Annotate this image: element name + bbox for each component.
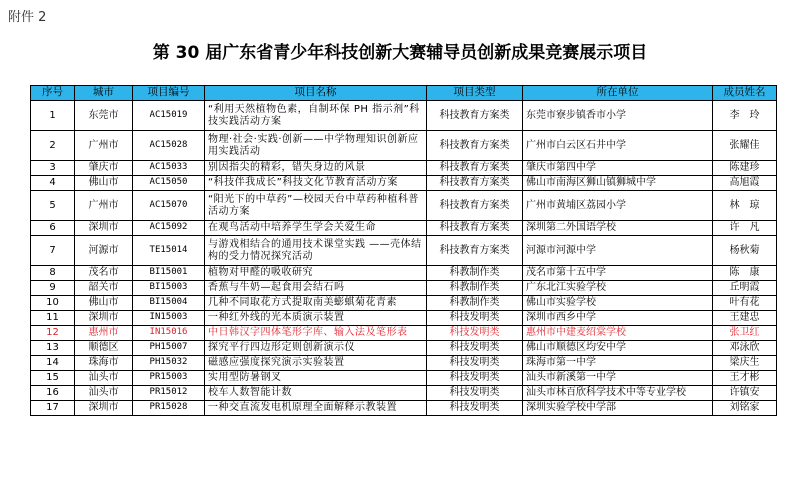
- cell-no: 13: [31, 341, 75, 356]
- cell-type: 科技发明类: [427, 386, 523, 401]
- cell-code: PR15003: [133, 371, 205, 386]
- cell-member: 林 琼: [713, 191, 777, 221]
- cell-type: 科教制作类: [427, 281, 523, 296]
- cell-project-name: 别因指尖的精彩，错失身边的风景: [205, 161, 427, 176]
- table-row: [31, 176, 777, 191]
- cell-project-name: 一种红外线的光本质演示装置: [205, 311, 427, 326]
- cell-city: 深圳市: [75, 401, 133, 416]
- cell-city: 顺德区: [75, 341, 133, 356]
- cell-city: 东莞市: [75, 101, 133, 131]
- cell-type: 科技教育方案类: [427, 236, 523, 266]
- cell-code: BI15001: [133, 266, 205, 281]
- cell-unit: 河源市河源中学: [523, 236, 713, 266]
- cell-city: 深圳市: [75, 221, 133, 236]
- cell-type: 科教制作类: [427, 296, 523, 311]
- cell-type: 科技发明类: [427, 326, 523, 341]
- cell-type: 科技教育方案类: [427, 221, 523, 236]
- cell-project-name: “科技伴我成长”科技文化节教育活动方案: [205, 176, 427, 191]
- cell-unit: 深圳市西乡中学: [523, 311, 713, 326]
- cell-type: 科技发明类: [427, 356, 523, 371]
- attachment-label: 附件 2: [8, 10, 47, 25]
- cell-no: 17: [31, 401, 75, 416]
- cell-unit: 佛山市南海区狮山镇狮城中学: [523, 176, 713, 191]
- table-row: [31, 371, 777, 386]
- cell-unit: 广东北江实验学校: [523, 281, 713, 296]
- cell-city: 佛山市: [75, 296, 133, 311]
- cell-code: AC15050: [133, 176, 205, 191]
- cell-member: 王才彬: [713, 371, 777, 386]
- cell-code: AC15019: [133, 101, 205, 131]
- cell-unit: 东莞市寮步镇香市小学: [523, 101, 713, 131]
- cell-project-name: 一种交直流发电机原理全面解释示教装置: [205, 401, 427, 416]
- cell-city: 茂名市: [75, 266, 133, 281]
- cell-member: 叶有花: [713, 296, 777, 311]
- cell-unit: 珠海市第一中学: [523, 356, 713, 371]
- cell-member: 许 凡: [713, 221, 777, 236]
- cell-city: 韶关市: [75, 281, 133, 296]
- cell-code: PH15007: [133, 341, 205, 356]
- cell-no: 4: [31, 176, 75, 191]
- col-header-code: 项目编号: [133, 86, 205, 101]
- cell-code: TE15014: [133, 236, 205, 266]
- table-row: [31, 341, 777, 356]
- cell-no: 7: [31, 236, 75, 266]
- cell-no: 1: [31, 101, 75, 131]
- table-row: [31, 401, 777, 416]
- cell-unit: 深圳实验学校中学部: [523, 401, 713, 416]
- table-row: [31, 101, 777, 131]
- table-row: [31, 221, 777, 236]
- table-row: [31, 356, 777, 371]
- cell-no: 14: [31, 356, 75, 371]
- cell-city: 汕头市: [75, 371, 133, 386]
- cell-member: 王建忠: [713, 311, 777, 326]
- cell-project-name: 在观鸟活动中培养学生学会关爱生命: [205, 221, 427, 236]
- cell-type: 科技教育方案类: [427, 131, 523, 161]
- cell-city: 广州市: [75, 191, 133, 221]
- col-header-type: 项目类型: [427, 86, 523, 101]
- cell-unit: 肇庆市第四中学: [523, 161, 713, 176]
- cell-code: AC15070: [133, 191, 205, 221]
- table-row: [31, 236, 777, 266]
- cell-member: 高旭霞: [713, 176, 777, 191]
- cell-project-name: 实用型防暑钢叉: [205, 371, 427, 386]
- table-row: [31, 311, 777, 326]
- cell-unit: 广州市黄埔区荔园小学: [523, 191, 713, 221]
- cell-no: 9: [31, 281, 75, 296]
- cell-no: 3: [31, 161, 75, 176]
- cell-unit: 汕头市新溪第一中学: [523, 371, 713, 386]
- cell-city: 汕头市: [75, 386, 133, 401]
- cell-code: AC15028: [133, 131, 205, 161]
- cell-project-name: 物理·社会·实践·创新——中学物理知识创新应用实践活动: [205, 131, 427, 161]
- cell-type: 科技发明类: [427, 341, 523, 356]
- cell-city: 肇庆市: [75, 161, 133, 176]
- cell-member: 许镇安: [713, 386, 777, 401]
- cell-member: 梁庆生: [713, 356, 777, 371]
- table-row: [31, 281, 777, 296]
- cell-project-name: 几种不同取花方式提取南美蟛蜞菊花青素: [205, 296, 427, 311]
- cell-city: 广州市: [75, 131, 133, 161]
- cell-unit: 佛山市实验学校: [523, 296, 713, 311]
- cell-code: BI15004: [133, 296, 205, 311]
- cell-member: 陈 康: [713, 266, 777, 281]
- cell-member: 张卫红: [713, 326, 777, 341]
- cell-project-name: 与游戏相结合的通用技术课堂实践 ——壳体结构的受力情况探究活动: [205, 236, 427, 266]
- cell-type: 科教制作类: [427, 266, 523, 281]
- cell-code: IN15016: [133, 326, 205, 341]
- cell-code: BI15003: [133, 281, 205, 296]
- cell-type: 科技教育方案类: [427, 161, 523, 176]
- cell-unit: 惠州市中建麦绍棠学校: [523, 326, 713, 341]
- cell-project-name: 探究平行四边形定则创新演示仪: [205, 341, 427, 356]
- cell-code: PR15028: [133, 401, 205, 416]
- cell-type: 科技教育方案类: [427, 101, 523, 131]
- cell-code: PH15032: [133, 356, 205, 371]
- cell-project-name: 中日韩汉字四体笔形字库、输入法及笔形表: [205, 326, 427, 341]
- cell-unit: 深圳第二外国语学校: [523, 221, 713, 236]
- cell-no: 6: [31, 221, 75, 236]
- cell-no: 15: [31, 371, 75, 386]
- cell-project-name: “利用天然植物色素，自制环保 PH 指示剂”科技实践活动方案: [205, 101, 427, 131]
- cell-type: 科技教育方案类: [427, 176, 523, 191]
- cell-member: 邓泳欣: [713, 341, 777, 356]
- col-header-member: 成员姓名: [713, 86, 777, 101]
- cell-city: 河源市: [75, 236, 133, 266]
- cell-code: IN15003: [133, 311, 205, 326]
- cell-member: 刘铭家: [713, 401, 777, 416]
- cell-code: AC15033: [133, 161, 205, 176]
- table-row: [31, 131, 777, 161]
- cell-member: 张耀佳: [713, 131, 777, 161]
- cell-member: 丘明霞: [713, 281, 777, 296]
- projects-table: [30, 85, 777, 416]
- cell-no: 2: [31, 131, 75, 161]
- cell-no: 12: [31, 326, 75, 341]
- cell-code: PR15012: [133, 386, 205, 401]
- col-header-name: 项目名称: [205, 86, 427, 101]
- page-title: 第 30 届广东省青少年科技创新大赛辅导员创新成果竞赛展示项目: [152, 43, 648, 63]
- table-row: [31, 386, 777, 401]
- cell-unit: 佛山市顺德区均安中学: [523, 341, 713, 356]
- cell-city: 珠海市: [75, 356, 133, 371]
- cell-no: 8: [31, 266, 75, 281]
- table-row: [31, 161, 777, 176]
- cell-no: 11: [31, 311, 75, 326]
- cell-member: 李 玲: [713, 101, 777, 131]
- cell-city: 佛山市: [75, 176, 133, 191]
- cell-no: 16: [31, 386, 75, 401]
- cell-unit: 茂名市第十五中学: [523, 266, 713, 281]
- cell-unit: 广州市白云区石井中学: [523, 131, 713, 161]
- cell-member: 陈建珍: [713, 161, 777, 176]
- cell-project-name: 磁感应强度探究演示实验装置: [205, 356, 427, 371]
- col-header-city: 城市: [75, 86, 133, 101]
- cell-no: 5: [31, 191, 75, 221]
- cell-type: 科技发明类: [427, 401, 523, 416]
- cell-no: 10: [31, 296, 75, 311]
- table-header-row: [31, 86, 777, 101]
- cell-type: 科技发明类: [427, 311, 523, 326]
- cell-project-name: “阳光下的中草药”—校园天台中草药种植科普活动方案: [205, 191, 427, 221]
- table-row: [31, 266, 777, 281]
- table-row: [31, 296, 777, 311]
- table-row: [31, 326, 777, 341]
- table-row: [31, 191, 777, 221]
- cell-member: 杨秋菊: [713, 236, 777, 266]
- cell-city: 惠州市: [75, 326, 133, 341]
- col-header-no: 序号: [31, 86, 75, 101]
- cell-unit: 汕头市林百欣科学技术中等专业学校: [523, 386, 713, 401]
- col-header-unit: 所在单位: [523, 86, 713, 101]
- cell-project-name: 校车人数智能计数: [205, 386, 427, 401]
- cell-project-name: 香蕉与牛奶—起食用会结石吗: [205, 281, 427, 296]
- cell-code: AC15092: [133, 221, 205, 236]
- cell-type: 科技教育方案类: [427, 191, 523, 221]
- cell-type: 科技发明类: [427, 371, 523, 386]
- cell-project-name: 植物对甲醛的吸收研究: [205, 266, 427, 281]
- cell-city: 深圳市: [75, 311, 133, 326]
